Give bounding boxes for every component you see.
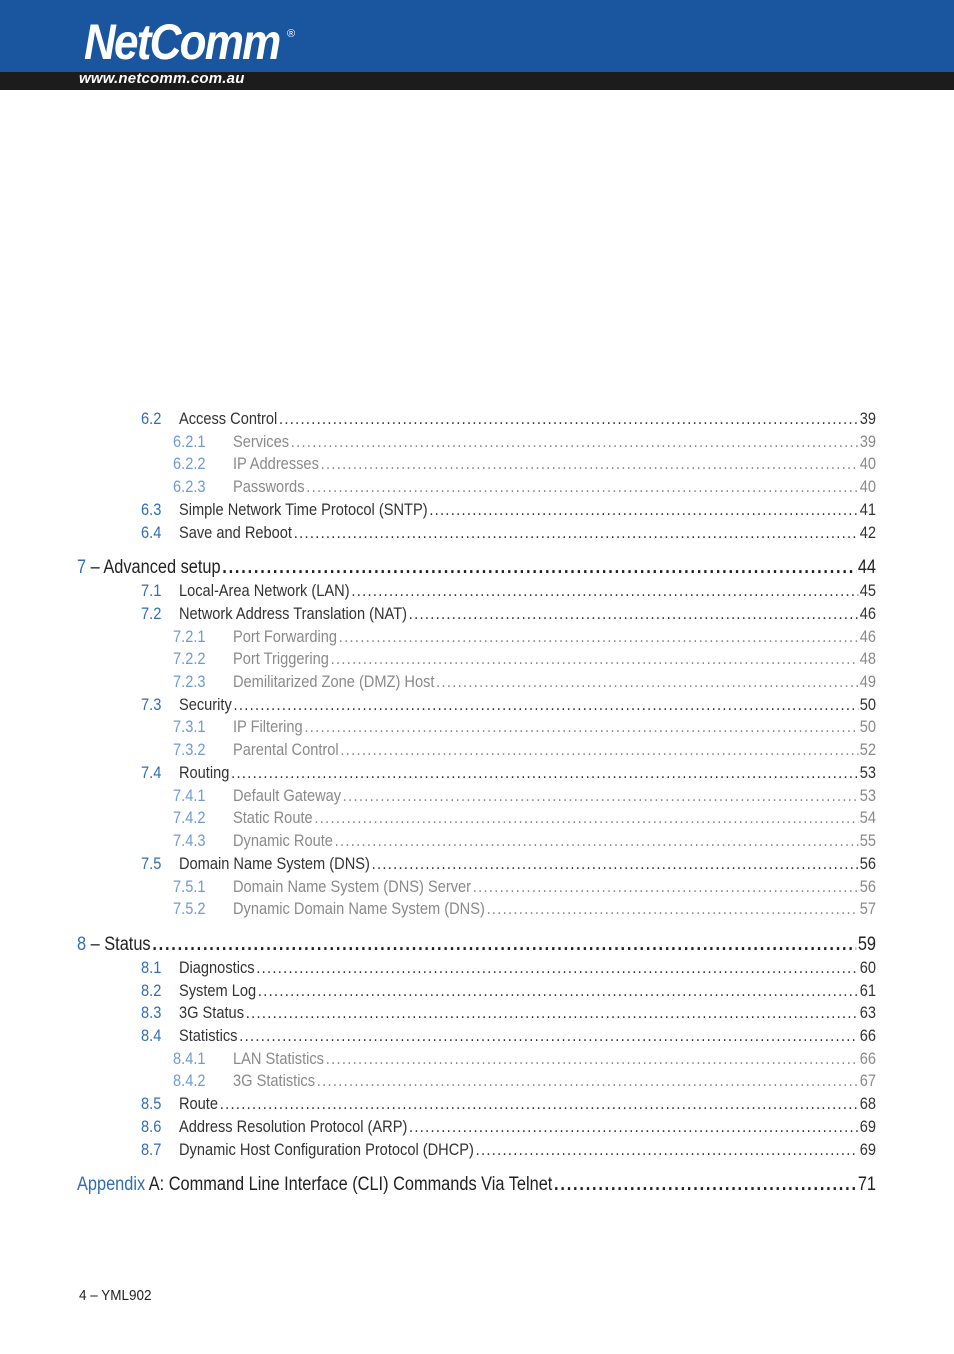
toc-title: Dynamic Host Configuration Protocol (DHCP) [178,1140,474,1159]
toc-number: 8.2 [141,981,162,1000]
toc-leader-dots [246,1003,858,1023]
toc-page-number: 49 [859,672,876,691]
toc-leader-dots [339,627,858,647]
toc-number: 7.1 [141,581,162,600]
toc-page-number: 67 [859,1071,876,1090]
toc-number: 7.4.2 [173,808,206,827]
toc-page-number: 54 [859,808,876,827]
toc-number: 8.5 [141,1094,162,1113]
toc-section-entry[interactable] [141,1117,876,1137]
toc-leader-dots [554,1174,856,1196]
toc-title: Parental Control [232,740,339,759]
toc-title: Dynamic Domain Name System (DNS) [232,899,485,918]
toc-leader-dots [234,695,858,715]
toc-number: 7.4 [141,763,162,782]
toc-section-entry[interactable] [141,1094,876,1114]
toc-page-number: 59 [857,934,876,955]
toc-number: 7.3 [141,695,162,714]
toc-subsection-entry[interactable] [173,740,876,760]
toc-title: Port Forwarding [232,627,338,646]
toc-title: 3G Status [178,1003,245,1022]
toc-leader-dots [331,649,858,669]
toc-leader-dots [473,877,858,897]
toc-page-number: 53 [859,786,876,805]
toc-section-entry[interactable] [141,604,876,624]
toc-number: 7.2.3 [173,672,206,691]
toc-number: 7.2.1 [173,627,206,646]
toc-page-number: 63 [859,1003,876,1022]
toc-page-number: 40 [859,477,876,496]
toc-number: 6.2.2 [173,454,206,473]
toc-section-entry[interactable] [141,409,876,429]
toc-title: Port Triggering [232,649,329,668]
toc-leader-dots [231,763,858,783]
toc-number: 7.5 [141,854,162,873]
toc-page-number: 39 [859,432,876,451]
toc-subsection-entry[interactable] [173,877,876,897]
toc-leader-dots [294,523,858,543]
toc-subsection-entry[interactable] [173,1071,876,1091]
toc-section-entry[interactable] [141,958,876,978]
toc-title: Address Resolution Protocol (ARP) [178,1117,408,1136]
toc-number: 7.2 [141,604,162,623]
toc-title: Route [178,1094,219,1113]
toc-page-number: 55 [859,831,876,850]
toc-subsection-entry[interactable] [173,786,876,806]
toc-chapter-entry[interactable] [77,557,876,579]
toc-page-number: 69 [859,1140,876,1159]
toc-number: 7.4.1 [173,786,206,805]
toc-page-number: 40 [859,454,876,473]
page-footer: 4 – YML902 [79,1287,152,1304]
toc-number: 6.3 [141,500,162,519]
toc-leader-dots [258,981,858,1001]
toc-title: Domain Name System (DNS) Server [232,877,472,896]
toc-leader-dots [436,672,858,692]
toc-leader-dots [351,581,858,601]
toc-title: Domain Name System (DNS) [178,854,370,873]
toc-section-entry[interactable] [141,854,876,874]
toc-title: System Log [178,981,257,1000]
toc-leader-dots [222,557,856,579]
toc-section-entry[interactable] [141,1026,876,1046]
toc-title: Diagnostics [178,958,255,977]
toc-page-number: 68 [859,1094,876,1113]
toc-subsection-entry[interactable] [173,432,876,452]
toc-section-entry[interactable] [141,1140,876,1160]
toc-title: Passwords [232,477,305,496]
header-bar [0,0,954,72]
toc-number: 8.7 [141,1140,162,1159]
toc-title: Access Control [178,409,278,428]
toc-title: Statistics [178,1026,238,1045]
toc-leader-dots [487,899,858,919]
toc-number: 8.6 [141,1117,162,1136]
toc-section-entry[interactable] [141,763,876,783]
toc-title: Default Gateway [232,786,342,805]
toc-number: 7.4.3 [173,831,206,850]
toc-title: Services [232,432,290,451]
toc-page-number: 44 [857,557,876,578]
toc-number: 8.4.1 [173,1049,206,1068]
toc-title: Static Route [232,808,313,827]
toc-page-number: 46 [859,604,876,623]
toc-number: 8.3 [141,1003,162,1022]
toc-page-number: 56 [859,854,876,873]
toc-leader-dots [291,432,858,452]
toc-leader-dots [317,1071,858,1091]
toc-number: 7.5.2 [173,899,206,918]
toc-number: 7.2.2 [173,649,206,668]
toc-number: 7.3.2 [173,740,206,759]
toc-number: 7.5.1 [173,877,206,896]
toc-title: – Status [86,934,151,955]
toc-number: 6.4 [141,523,162,542]
toc-leader-dots [304,717,858,737]
toc-section-entry[interactable] [141,500,876,520]
toc-title: Demilitarized Zone (DMZ) Host [232,672,435,691]
toc-leader-dots [220,1094,858,1114]
toc-leader-dots [256,958,858,978]
toc-page-number: 50 [859,717,876,736]
toc-leader-dots [306,477,858,497]
toc-number: Appendix [77,1174,146,1195]
toc-title: Routing [178,763,230,782]
toc-number: 8.1 [141,958,162,977]
toc-subsection-entry[interactable] [173,831,876,851]
toc-page-number: 42 [859,523,876,542]
toc-title: Dynamic Route [232,831,333,850]
toc-leader-dots [239,1026,858,1046]
toc-page-number: 66 [859,1026,876,1045]
toc-title: A: Command Line Interface (CLI) Commands Via Telnet [145,1174,553,1195]
toc-title: Security [178,695,232,714]
registered-mark: ® [287,28,296,40]
toc-number: 8.4.2 [173,1071,206,1090]
toc-page-number: 50 [859,695,876,714]
toc-leader-dots [314,808,858,828]
toc-leader-dots [326,1049,858,1069]
toc-subsection-entry[interactable] [173,808,876,828]
toc-number: 6.2.3 [173,477,206,496]
toc-title: Simple Network Time Protocol (SNTP) [178,500,428,519]
toc-title: Save and Reboot [178,523,292,542]
netcomm-logo: NetComm [84,14,280,70]
toc-page-number: 45 [859,581,876,600]
toc-number: 7.3.1 [173,717,206,736]
toc-subsection-entry[interactable] [173,1049,876,1069]
toc-page-number: 39 [859,409,876,428]
toc-page-number: 56 [859,877,876,896]
toc-page-number: 66 [859,1049,876,1068]
toc-subsection-entry[interactable] [173,477,876,497]
toc-leader-dots [343,786,858,806]
toc-page-number: 71 [857,1174,876,1195]
toc-page-number: 60 [859,958,876,977]
toc-subsection-entry[interactable] [173,649,876,669]
toc-chapter-entry[interactable] [77,1174,876,1196]
toc-page-number: 69 [859,1117,876,1136]
toc-leader-dots [335,831,858,851]
toc-page-number: 41 [859,500,876,519]
toc-number: 6.2.1 [173,432,206,451]
toc-leader-dots [321,454,858,474]
toc-leader-dots [372,854,858,874]
toc-page-number: 57 [859,899,876,918]
toc-number: 7 [77,557,87,578]
toc-title: LAN Statistics [232,1049,324,1068]
toc-page-number: 48 [859,649,876,668]
toc-number: 8.4 [141,1026,162,1045]
toc-section-entry[interactable] [141,1003,876,1023]
toc-leader-dots [409,1117,858,1137]
toc-title: IP Addresses [232,454,319,473]
toc-leader-dots [409,604,858,624]
toc-subsection-entry[interactable] [173,627,876,647]
toc-leader-dots [476,1140,858,1160]
website-url: www.netcomm.com.au [79,70,245,87]
toc-section-entry[interactable] [141,695,876,715]
toc-title: – Advanced setup [86,557,221,578]
toc-title: Network Address Translation (NAT) [178,604,408,623]
toc-subsection-entry[interactable] [173,672,876,692]
toc-leader-dots [340,740,858,760]
toc-section-entry[interactable] [141,981,876,1001]
toc-page-number: 53 [859,763,876,782]
toc-subsection-entry[interactable] [173,454,876,474]
toc-subsection-entry[interactable] [173,899,876,919]
toc-page-number: 61 [859,981,876,1000]
toc-section-entry[interactable] [141,523,876,543]
toc-page-number: 52 [859,740,876,759]
toc-title: Local-Area Network (LAN) [178,581,350,600]
toc-section-entry[interactable] [141,581,876,601]
toc-leader-dots [279,409,858,429]
toc-chapter-entry[interactable] [77,934,876,956]
toc-number: 8 [77,934,87,955]
toc-title: 3G Statistics [232,1071,316,1090]
toc-number: 6.2 [141,409,162,428]
toc-subsection-entry[interactable] [173,717,876,737]
toc-title: IP Filtering [232,717,303,736]
toc-leader-dots [429,500,858,520]
toc-leader-dots [152,934,856,956]
toc-page-number: 46 [859,627,876,646]
